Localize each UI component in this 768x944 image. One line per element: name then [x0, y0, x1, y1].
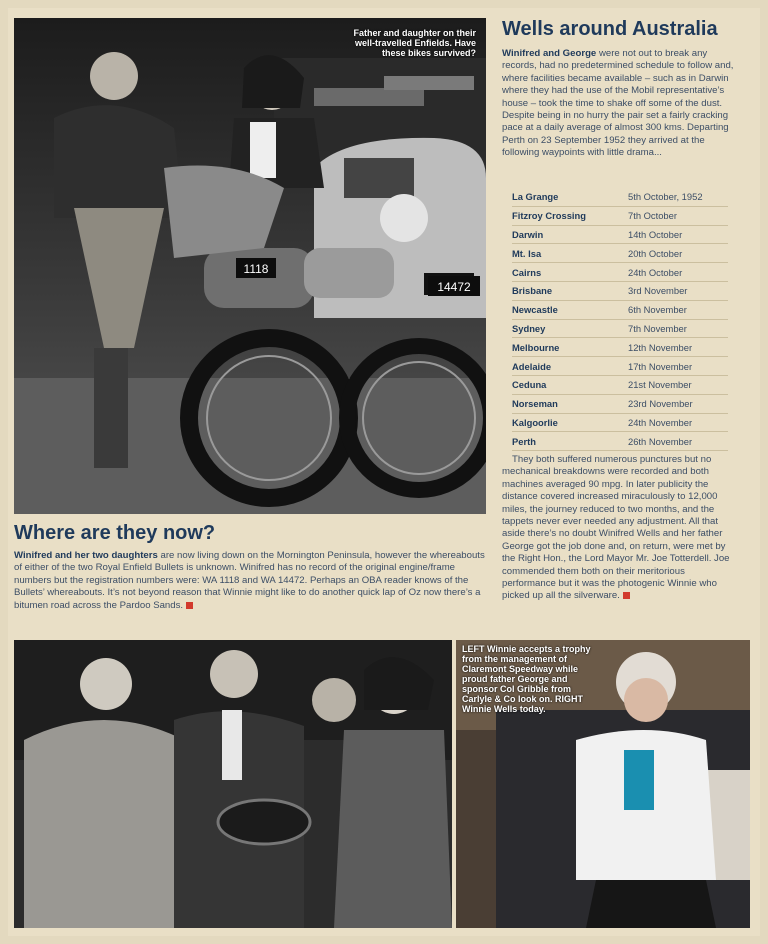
waypoint-place: Perth	[512, 432, 628, 451]
waypoint-date: 14th October	[628, 225, 728, 244]
waypoint-row	[512, 225, 728, 244]
waypoint-place: Adelaide	[512, 357, 628, 376]
waypoint-row	[512, 319, 728, 338]
waypoint-date: 24th November	[628, 413, 728, 432]
waypoint-row	[512, 413, 728, 432]
caption-right-label: RIGHT	[555, 694, 584, 704]
plate-2-text: 14472	[437, 280, 471, 294]
waypoint-place: Norseman	[512, 394, 628, 413]
waypoint-place: Kalgoorlie	[512, 413, 628, 432]
photo-winnie-today	[456, 640, 750, 928]
waypoint-row	[512, 432, 728, 451]
waypoint-place: Fitzroy Crossing	[512, 206, 628, 225]
waypoint-date: 23rd November	[628, 394, 728, 413]
waypoint-date: 20th October	[628, 244, 728, 263]
caption-right-text: Winnie Wells today.	[462, 704, 546, 714]
waypoint-date: 5th October, 1952	[628, 188, 728, 206]
waypoint-date: 7th October	[628, 206, 728, 225]
intro-paragraph	[502, 48, 734, 160]
photo-caption-top: Father and daughter on their well-travelled Enfields. Have these bikes survived?	[353, 28, 476, 58]
waypoint-row	[512, 206, 728, 225]
waypoint-row	[512, 300, 728, 319]
section-title-wells: Wells around Australia	[502, 18, 718, 40]
waypoint-row	[512, 357, 728, 376]
punctures-paragraph	[502, 454, 734, 603]
punctures-text: They both suffered numerous punctures but no mechanical breakdowns were recorded and both machines averaged 90 mpg. In later publicity the distance covered increased miraculously to 12,000 miles, the journey reduced to two months, and the tappets never ever needed any adjustment. All that aside there’s no doubt Winifred Wells and her father George got the job done and, on return, were met by the Right Hon., the Lord Mayor Mr. Joe Totterdell. Joe commended them both on their meritorious performance but it was the photogenic Winnie who picked up all the silverware.	[502, 454, 730, 602]
section-title-where: Where are they now?	[14, 522, 216, 544]
waypoint-place: Melbourne	[512, 338, 628, 357]
waypoint-row	[512, 338, 728, 357]
photo-father-daughter-motorcycles	[14, 18, 486, 514]
waypoint-row	[512, 263, 728, 282]
waypoint-row	[512, 188, 728, 206]
plate-1-text: 1118	[243, 262, 269, 276]
photo-trophy-presentation	[14, 640, 452, 928]
waypoint-place: Cairns	[512, 263, 628, 282]
photo-caption-bottom	[462, 644, 592, 714]
waypoints-table	[512, 188, 728, 451]
where-body: are now living down on the Mornington Peninsula, however the whereabouts of either of the two Royal Enfield Bullets is unknown. Winifred has no record of the original engine/frame numbers but the registration numbers were: WA 1118 and WA 14472. Perhaps an OBA reader knows of the Bullets’ whereabouts. It’s not beyond reason that Winnie might like to do another quick lap of Oz now there’s a bitumen road across the Pardoo Sands.	[14, 550, 485, 611]
waypoint-date: 21st November	[628, 375, 728, 394]
waypoint-row	[512, 281, 728, 300]
trophy-photo-illustration	[14, 640, 452, 928]
intro-lead: Winifred and George	[502, 48, 597, 59]
motorcycle-photo-illustration	[14, 18, 486, 514]
waypoint-date: 26th November	[628, 432, 728, 451]
waypoint-place: Brisbane	[512, 281, 628, 300]
end-mark-icon	[623, 592, 630, 599]
waypoint-date: 17th November	[628, 357, 728, 376]
waypoint-date: 6th November	[628, 300, 728, 319]
waypoint-date: 24th October	[628, 263, 728, 282]
waypoint-place: Mt. Isa	[512, 244, 628, 263]
waypoint-date: 12th November	[628, 338, 728, 357]
end-mark-icon	[186, 602, 193, 609]
waypoint-place: Darwin	[512, 225, 628, 244]
waypoint-date: 7th November	[628, 319, 728, 338]
caption-left-text: Winnie accepts a trophy from the management of Claremont Speedway while proud father George and sponsor Col Gribble from Carlyle & Co look on.	[462, 644, 591, 704]
waypoint-row	[512, 244, 728, 263]
waypoint-place: Sydney	[512, 319, 628, 338]
waypoint-row	[512, 375, 728, 394]
where-paragraph	[14, 550, 488, 612]
waypoint-place: Newcastle	[512, 300, 628, 319]
caption-left-label: LEFT	[462, 644, 485, 654]
waypoint-date: 3rd November	[628, 281, 728, 300]
intro-body: were not out to break any records, had no predetermined schedule to follow and, where facilities became available – such as in Darwin where they had the use of the Mobil representative’s house – took the time to shake off some of the dust. Despite being in no hurry the pair set a fairly cracking pace at a daily average of almost 300 kms. Departing Perth on 23 September 1952 they arrived at the following waypoints with little drama...	[502, 48, 734, 159]
waypoint-place: Ceduna	[512, 375, 628, 394]
waypoint-place: La Grange	[512, 188, 628, 206]
waypoint-row	[512, 394, 728, 413]
where-lead: Winifred and her two daughters	[14, 550, 158, 561]
